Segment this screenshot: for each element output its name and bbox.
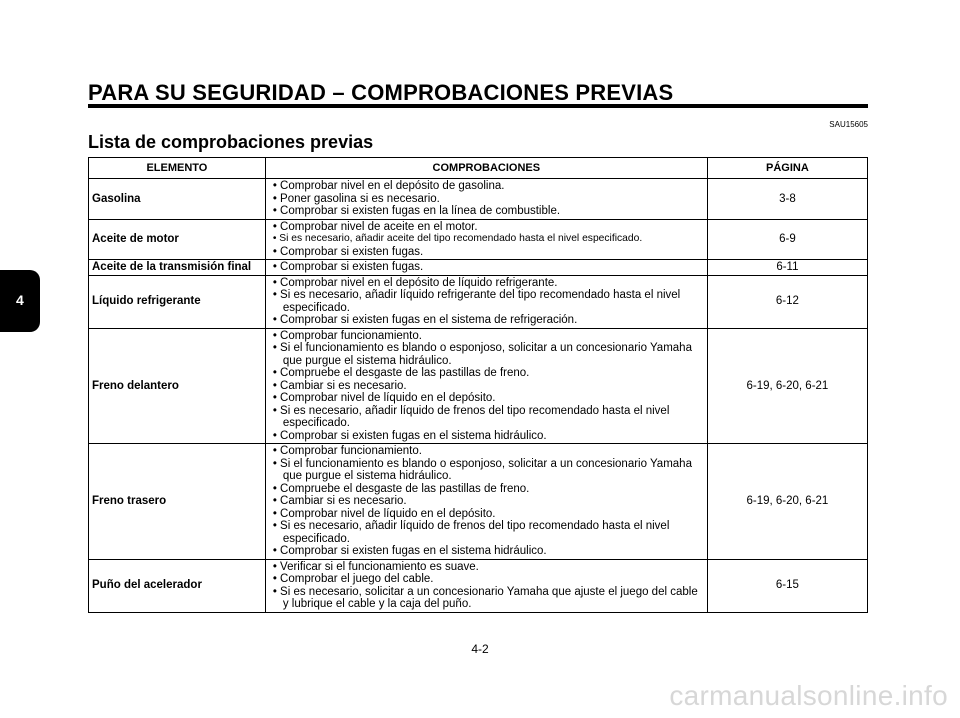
checklist-table <box>88 157 868 613</box>
check-line: • Comprobar nivel en el depósito de gasolina. <box>270 180 703 193</box>
column-header-element: ELEMENTO <box>89 158 266 179</box>
row-item: Freno trasero <box>89 444 266 560</box>
table-row <box>89 444 868 560</box>
column-header-checks: COMPROBACIONES <box>265 158 707 179</box>
check-line: • Si el funcionamiento es blando o esponjoso, solicitar a un concesionario Yamaha que purgue el sistema hidráulico. <box>270 342 703 367</box>
watermark-text: carmanualsonline.info <box>669 680 948 711</box>
row-checks <box>265 275 707 328</box>
row-item: Aceite de motor <box>89 219 266 260</box>
section-title: Lista de comprobaciones previas <box>88 132 374 152</box>
row-checks <box>265 444 707 560</box>
check-line: • Comprobar si existen fugas en el sistema de refrigeración. <box>270 314 703 327</box>
row-item: Líquido refrigerante <box>89 275 266 328</box>
row-page: 6-11 <box>707 260 867 276</box>
row-item: Gasolina <box>89 179 266 220</box>
table-row <box>89 260 868 276</box>
check-line: • Comprobar si existen fugas. <box>270 261 703 274</box>
row-item: Puño del acelerador <box>89 559 266 612</box>
row-page: 6-19, 6-20, 6-21 <box>707 328 867 444</box>
check-line: • Si es necesario, añadir líquido refrigerante del tipo recomendado hasta el nivel especificado. <box>270 289 703 314</box>
table-row <box>89 219 868 260</box>
row-checks <box>265 559 707 612</box>
check-line: • Cambiar si es necesario. <box>270 495 703 508</box>
document-code: SAU15605 <box>829 120 868 129</box>
check-line: • Poner gasolina si es necesario. <box>270 193 703 206</box>
row-item: Freno delantero <box>89 328 266 444</box>
check-line: • Si el funcionamiento es blando o esponjoso, solicitar a un concesionario Yamaha que purgue el sistema hidráulico. <box>270 458 703 483</box>
check-line: • Cambiar si es necesario. <box>270 380 703 393</box>
row-checks <box>265 179 707 220</box>
check-line: • Compruebe el desgaste de las pastillas de freno. <box>270 483 703 496</box>
table-row <box>89 559 868 612</box>
chapter-tab-number: 4 <box>16 292 24 308</box>
table-row <box>89 179 868 220</box>
column-header-page: PÁGINA <box>707 158 867 179</box>
check-line: • Verificar si el funcionamiento es suave. <box>270 561 703 574</box>
check-line: • Comprobar funcionamiento. <box>270 330 703 343</box>
row-page: 6-19, 6-20, 6-21 <box>707 444 867 560</box>
chapter-tab <box>0 270 40 332</box>
check-line: • Comprobar nivel de aceite en el motor. <box>270 221 703 234</box>
check-line: • Comprobar el juego del cable. <box>270 573 703 586</box>
check-line: • Comprobar nivel de líquido en el depósito. <box>270 392 703 405</box>
header-rule <box>88 104 868 108</box>
page-number: 4-2 <box>471 642 489 656</box>
check-line: • Comprobar nivel de líquido en el depósito. <box>270 508 703 521</box>
check-line: • Comprobar si existen fugas en el sistema hidráulico. <box>270 545 703 558</box>
check-line: • Compruebe el desgaste de las pastillas de freno. <box>270 367 703 380</box>
row-checks <box>265 219 707 260</box>
check-line: • Si es necesario, solicitar a un concesionario Yamaha que ajuste el juego del cable y lubrique el cable y la caja del puño. <box>270 586 703 611</box>
row-page: 6-15 <box>707 559 867 612</box>
row-page: 6-12 <box>707 275 867 328</box>
check-line: • Si es necesario, añadir aceite del tipo recomendado hasta el nivel especificado. <box>270 233 703 246</box>
row-item: Aceite de la transmisión final <box>89 260 266 276</box>
row-checks <box>265 260 707 276</box>
check-line: • Si es necesario, añadir líquido de frenos del tipo recomendado hasta el nivel especificado. <box>270 405 703 430</box>
table-header-row <box>89 158 868 179</box>
check-line: • Comprobar funcionamiento. <box>270 445 703 458</box>
check-line: • Comprobar si existen fugas. <box>270 246 703 259</box>
row-page: 6-9 <box>707 219 867 260</box>
check-line: • Si es necesario, añadir líquido de frenos del tipo recomendado hasta el nivel especificado. <box>270 520 703 545</box>
check-line: • Comprobar nivel en el depósito de líquido refrigerante. <box>270 277 703 290</box>
table-row <box>89 275 868 328</box>
page-header-title: PARA SU SEGURIDAD – COMPROBACIONES PREVIAS <box>88 80 674 105</box>
row-page: 3-8 <box>707 179 867 220</box>
check-line: • Comprobar si existen fugas en el sistema hidráulico. <box>270 430 703 443</box>
table-row <box>89 328 868 444</box>
check-line: • Comprobar si existen fugas en la línea de combustible. <box>270 205 703 218</box>
row-checks <box>265 328 707 444</box>
